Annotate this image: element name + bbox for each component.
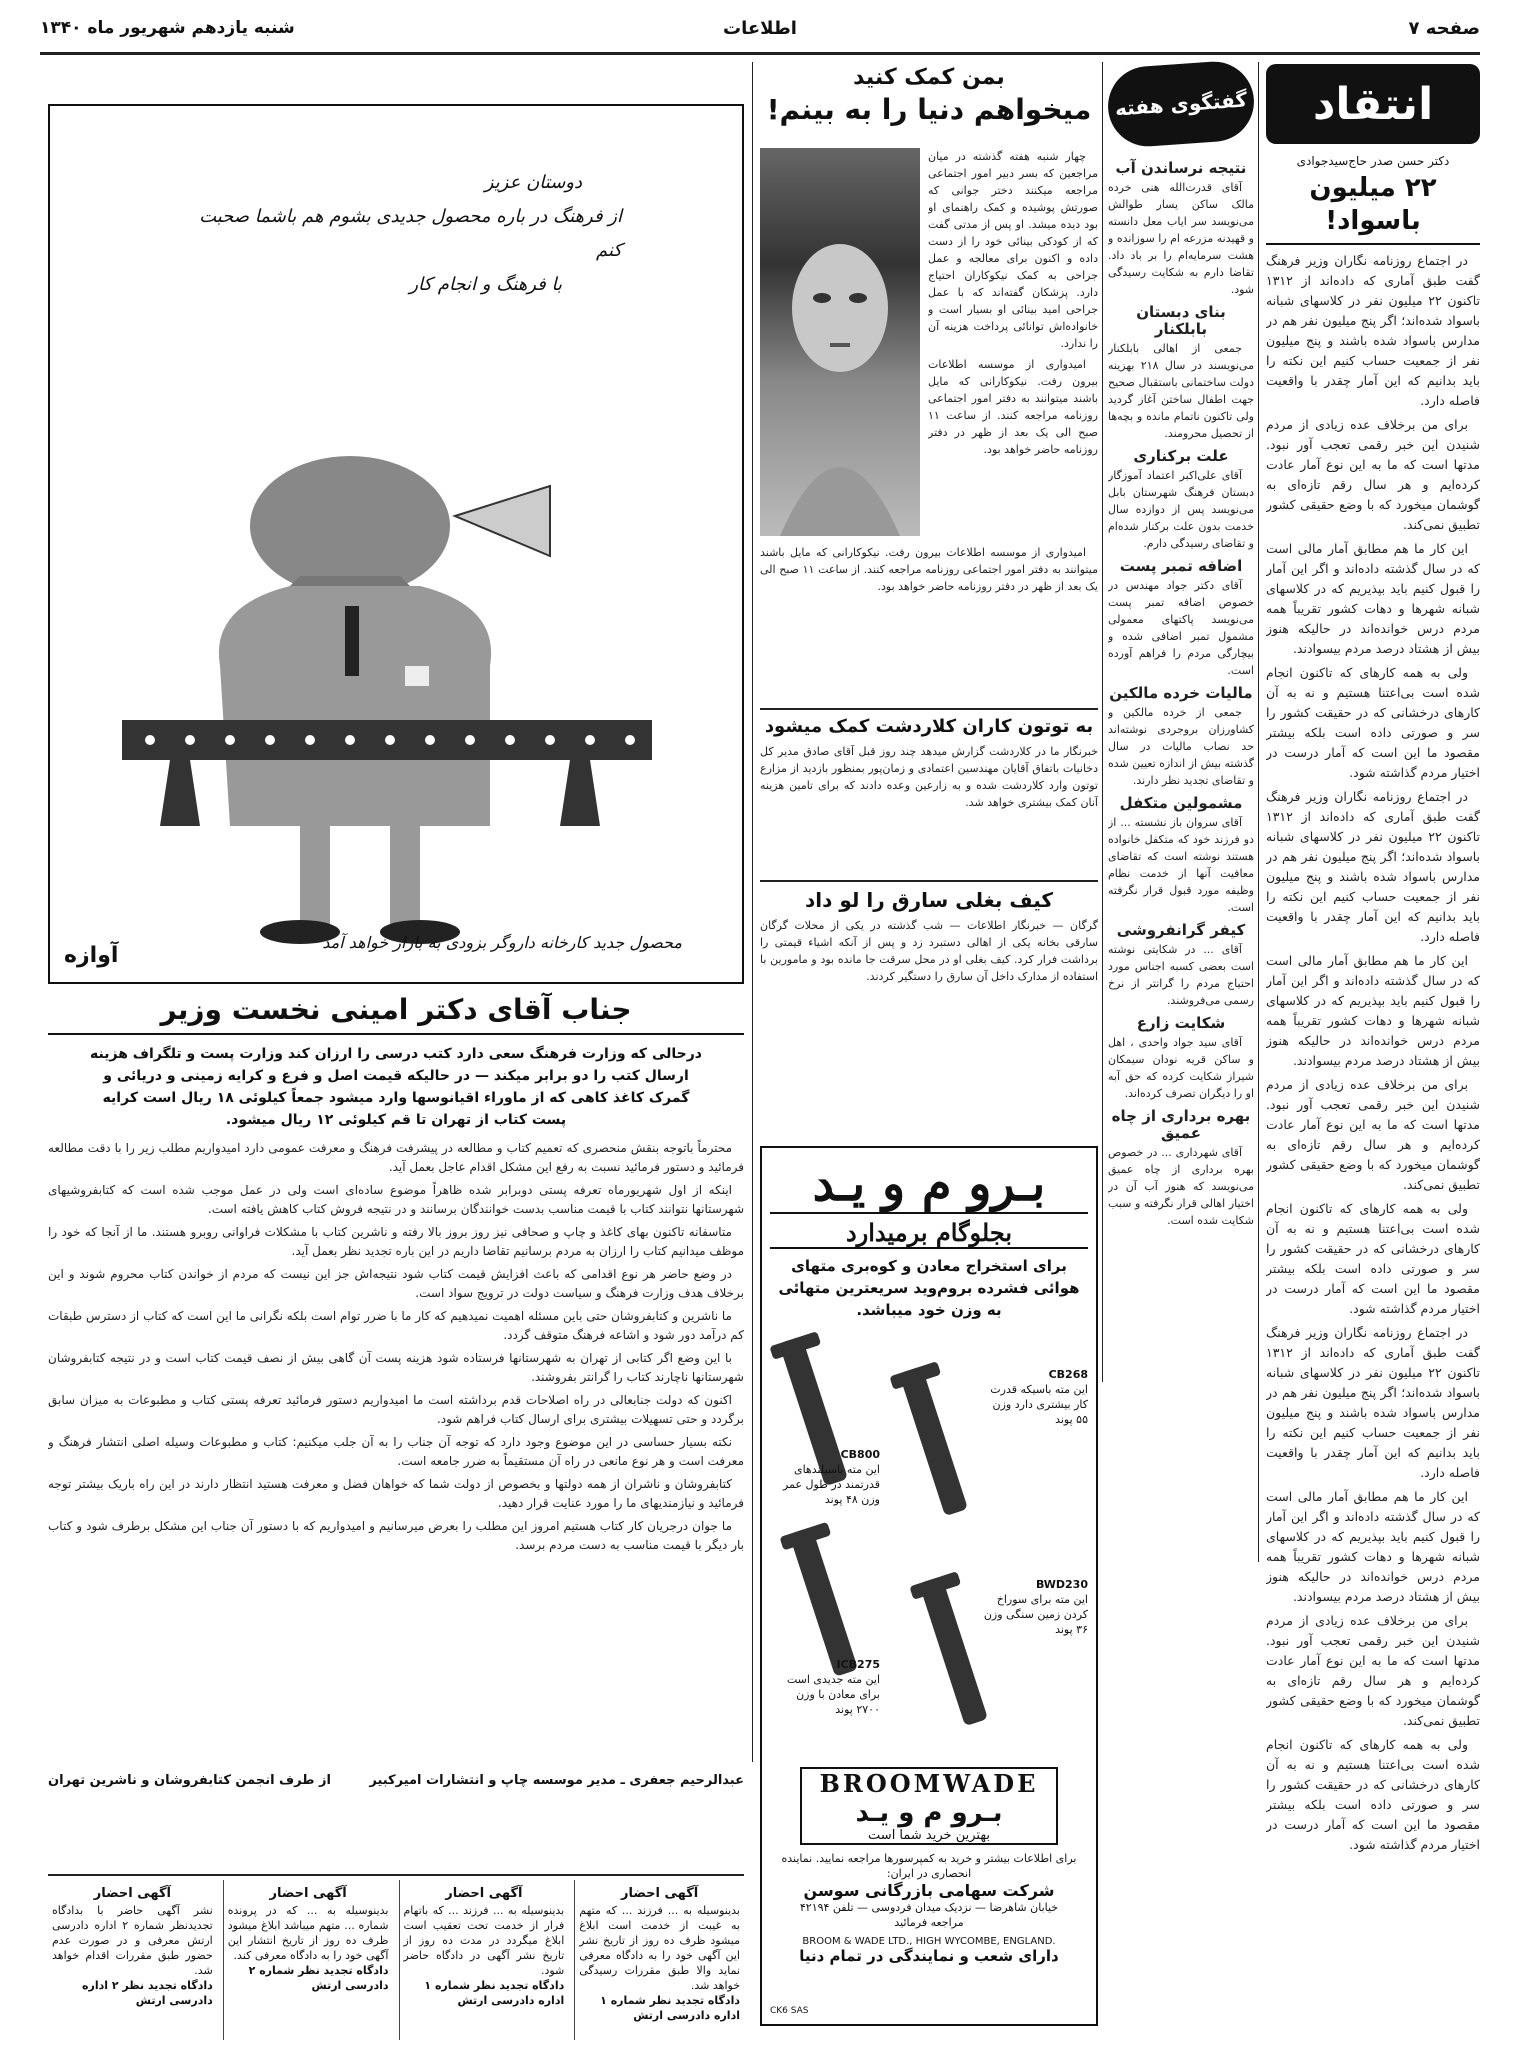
drill-code: BWD230 xyxy=(1035,1578,1088,1591)
broomwade-contact: مراجعه فرمائید xyxy=(894,1916,964,1929)
enteghad-column xyxy=(1266,64,1480,2044)
drill-model xyxy=(978,1367,1088,1427)
broomwade-footer: دارای شعب و نمایندگی در تمام دنیا xyxy=(799,1947,1059,1965)
enteghad-headline: ۲۲ میلیون باسواد! xyxy=(1266,172,1480,245)
thief-title: کیف بغلی سارق را لو داد xyxy=(805,888,1053,912)
article-subtitle: درحالی که وزارت فرهنگ سعی دارد کتب درسی را ارزان کند وزارت پست و تلگراف هزینه ارسال کتب را دو برابر میکند — در حالیکه قیمت اصل و فرع و کرایه زمینی و دریائی و گمرک کاغذ کاهی که از ماوراء اقیانوسها وارد میشود جمعاً کیلوئی ۱۸ ریال است کرایه پست کتاب از تهران تا قم کیلوئی ۱۲ ریال میشود. xyxy=(90,1046,702,1128)
paragraph: کتابفروشان و ناشران از همه دولتها و بخصوص از دولت شما که خواهان فضل و معرفت هستید انتظار دارند در این راه باریک بیشتر توجه فرمائید و نیازمندیهای ما را مورد عنایت قرار دهید. xyxy=(48,1477,744,1510)
drill-model xyxy=(770,1447,880,1507)
section-title: بنای دبستان بابلکنار xyxy=(1136,303,1226,338)
paper-name: اطلاعات xyxy=(723,18,797,39)
drill-desc: این مته باسیلندهای قدرتمند در طول عمر وزن ۴۸ پوند xyxy=(783,1463,880,1506)
notice-text: بدینوسیله به ... فرزند ... که متهم به غیبت از خدمت است ابلاغ میشود ظرف ده روز از تاریخ نشر این آگهی خود را به دادگاه معرفی نماید والا طبق مقررات رسیدگی خواهد شد. xyxy=(579,1904,740,1992)
broomwade-agent: شرکت سهامی بازرگانی سوسن xyxy=(803,1881,1055,1900)
note-line: با فرهنگ و انجام کار xyxy=(409,274,562,295)
drill-code: ICB275 xyxy=(836,1658,880,1671)
broomwade-company: BROOM & WADE LTD., HIGH WYCOMBE, ENGLAND. xyxy=(802,1936,1056,1947)
section-text: آقای شهرداری ... در خصوص بهره برداری از چاه عمیق می‌نویسد که هنوز آب آن در اختیار اهالی قرار نگرفته و سبب شکایت شده است. xyxy=(1108,1146,1254,1227)
notice-footer: دادگاه تجدید نظر شماره ۱ اداره دادرسی ارتش xyxy=(600,1994,740,2022)
drill-model xyxy=(978,1577,1088,1637)
drills-panel xyxy=(770,1327,1088,1767)
notice-text: نشر آگهی حاضر با بدادگاه تجدیدنظر شماره ۲ اداره دادرسی ارتش معرفی و در صورت عدم حضور طبق مقررات اقدام خواهد شد. xyxy=(52,1904,213,1977)
paragraph: محترماً باتوجه بنقش منحصری که تعمیم کتاب و مطالعه در پیشرفت فرهنگ و معرفت عمومی دارد امیدواریم مطلب زیر را با دقت مطالعه فرمائید و دستور فرمائید نسبت به رفع این مشکل اقدام عاجل بعمل آید. xyxy=(48,1141,744,1174)
paragraph: امیدواری از موسسه اطلاعات بیرون رفت. نیکوکارانی که مایل باشند میتوانند به دفتر امور اجتماعی روزنامه مراجعه کنند. از ساعت ۱۱ صبح الی یک بعد از ظهر در دفتر روزنامه حاضر خواهد بود. xyxy=(928,358,1098,456)
paragraph: متاسفانه تاکنون بهای کاغذ و چاپ و صحافی نیز روز بروز بالا رفته و ناشرین کتاب با مشکلات فراوانی روبرو هستند. ما از آنجا که خود را موظف میدانیم کتاب را ارزان به مردم برسانیم تقاضا داریم در این باره تجدید نظر بعمل آید. xyxy=(48,1225,744,1258)
notice xyxy=(574,1880,744,2040)
notice-title: آگهی احضار xyxy=(269,1886,347,1901)
broomwade-logo-box xyxy=(800,1767,1058,1845)
paragraph: در اجتماع روزنامه نگاران وزیر فرهنگ گفت طبق آماری که داده‌اند از ۱۳۱۲ تاکنون ۲۲ میلیون نفر در کلاسهای شبانه باسواد شده‌اند؛ اگر پنج میلیون نفر هم در مدارس باسواد شده باشند و پنج میلیون نفر از جمعیت حساب کنیم این نکته را باید بدانیم که این آمار چقدر با واقعیت فاصله دارد. xyxy=(1266,253,1480,408)
broomwade-logo-fa: بـرو م و یـد xyxy=(855,1798,1003,1828)
section-title: شکایت زارع xyxy=(1136,1014,1226,1032)
portrait-face-icon xyxy=(760,148,920,536)
article-title: جناب آقای دکتر امینی نخست وزیر xyxy=(48,992,744,1035)
paragraph: این کار ما هم مطابق آمار مالی است که در سال گذشته داده‌اند و اگر این آمار را قبول کنیم باید بپذیریم که در کلاسهای شبانه شهرها و دهات کشور تقریباً همه مردم درس خوانده‌اند در حالیکه هنوز بیش از هشتاد درصد مردم بیسوادند. xyxy=(1266,541,1480,656)
help-title-small: بمن کمک کنید xyxy=(853,65,1005,90)
notices-row xyxy=(48,1880,744,2040)
cartoon-illustration-icon xyxy=(50,106,746,986)
section-title: مالیات خرده مالکین xyxy=(1109,684,1253,702)
notice-title: آگهی احضار xyxy=(445,1886,523,1901)
drill-desc: این مته برای سوراخ کردن زمین سنگی وزن ۳۶ پوند xyxy=(983,1593,1088,1636)
goftogu-body xyxy=(1108,154,1254,2024)
enteghad-body xyxy=(1266,251,1480,2021)
notice xyxy=(399,1880,569,2040)
broomwade-ad xyxy=(760,1146,1098,2026)
broomwade-agent-intro: برای اطلاعات بیشتر و خرید به کمپرسورها مراجعه نمایید. نماینده انحصاری در ایران: xyxy=(781,1852,1077,1880)
notice xyxy=(223,1880,393,2040)
paragraph: امیدواری از موسسه اطلاعات بیرون رفت. نیکوکارانی که مایل باشند میتوانند به دفتر امور اجتماعی روزنامه مراجعه کنند. از ساعت ۱۱ صبح الی یک بعد از ظهر در دفتر روزنامه حاضر خواهد بود. xyxy=(760,546,1098,593)
section-text: آقای علی‌اکبر اعتماد آموزگار دبستان فرهنگ شهرستان بابل می‌نویسد پس از دوازده سال خدمت بدون علت برکنار شده‌ام و تقاضای رسیدگی دارم. xyxy=(1108,469,1254,550)
tobacco-news xyxy=(760,716,1098,876)
thief-body: گرگان — خبرنگار اطلاعات — شب گذشته در یکی از محلات گرگان سارقی بخانه یکی از اهالی دستبرد زد و پس از آنکه اشیاء قیمتی را برداشت فرار کرد. کیف بغلی او در محل سرقت جا مانده بود و مامورین با استفاده از مدارک داخل آن سارق را دستگیر کردند. xyxy=(760,919,1098,983)
signature-name: عبدالرحیم جعفری ـ مدیر موسسه چاپ و انتشارات امیرکبیر xyxy=(369,1773,744,1788)
section-title: اضافه تمبر پست xyxy=(1119,557,1243,575)
paragraph: ولی به همه کارهای که تاکنون انجام شده است بی‌اعتنا هستیم و نه به آن کارهای درخشانی که در حقیقت کشور را سر و صورتی داده است بلکه بیشتر مقصود ما این است که آمار درست در اختیار مردم گذاشته شود. xyxy=(1266,665,1480,780)
paragraph: اکنون که دولت جنابعالی در راه اصلاحات قدم برداشته است ما امیدواریم دستور فرمائید تعرفه پستی کتاب و مطبوعات به میزان سابق برگردد و حتی تسهیلات بیشتری برای ارسال کتاب فراهم شود. xyxy=(48,1393,744,1426)
section-text: آقای ... در شکایتی نوشته است بعضی کسبه اجناس مورد احتیاج مردم را گرانتر از نرخ رسمی می‌فروشند. xyxy=(1108,943,1254,1007)
broomwade-logo-en: BROOMWADE xyxy=(819,1769,1039,1798)
tobacco-body: خبرنگار ما در کلاردشت گزارش میدهد چند روز قبل آقای صادق مدیر کل دخانیات باتفاق آقایان مهندسین اعتمادی و زمان‌پور بمنظور بازدید از مزارع توتون وارد کلاردشت شده و به زارعین وعده دادند که برای تامین هزینه آنان کمک بیشتری خواهد شد. xyxy=(760,744,1098,809)
section-title: کیفر گرانفروشی xyxy=(1116,921,1246,939)
signature-org: از طرف انجمن کتابفروشان و ناشرین تهران xyxy=(48,1773,331,1788)
paragraph: در اجتماع روزنامه نگاران وزیر فرهنگ گفت طبق آماری که داده‌اند از ۱۳۱۲ تاکنون ۲۲ میلیون نفر در کلاسهای شبانه باسواد شده‌اند؛ اگر پنج میلیون نفر هم در مدارس باسواد شده باشند و پنج میلیون نفر از جمعیت حساب کنیم این نکته را باید بدانیم که این آمار چقدر با واقعیت فاصله دارد. xyxy=(1266,789,1480,944)
masthead xyxy=(40,12,1480,52)
broomwade-title: بـرو م و یـد xyxy=(770,1156,1088,1214)
masthead-rule xyxy=(40,52,1480,55)
enteghad-logo xyxy=(1266,64,1480,144)
section-text: آقای سید جواد واحدی ، اهل و ساکن قریه نودان سیمکان شیراز شکایت کرده که حق آبه او را دیگران تصرف کرده‌اند. xyxy=(1108,1036,1254,1100)
goftogu-logo xyxy=(1105,59,1256,149)
paragraph: ولی به همه کارهای که تاکنون انجام شده است بی‌اعتنا هستیم و نه به آن کارهای درخشانی که در حقیقت کشور را سر و صورتی داده است بلکه بیشتر مقصود ما این است که آمار درست در اختیار مردم گذاشته شود. xyxy=(1266,1737,1480,1852)
article-signature xyxy=(48,1773,744,1788)
goftogu-logo-text: گفتگوی هفته xyxy=(1114,87,1248,121)
paragraph: این کار ما هم مطابق آمار مالی است که در سال گذشته داده‌اند و اگر این آمار را قبول کنیم باید بپذیریم که در کلاسهای شبانه شهرها و دهات کشور تقریباً همه مردم درس خوانده‌اند در حالیکه هنوز بیش از هشتاد درصد مردم بیسوادند. xyxy=(1266,953,1480,1068)
paragraph: با این وضع اگر کتابی از تهران به شهرستانها فرستاده شود هزینه پست آن گاهی بیش از نصف قیمت کتاب است و در نتیجه کتابفروشان شهرستانها ناچارند کتاب را گرانتر بفروشند. xyxy=(48,1351,744,1384)
drill-code: CB800 xyxy=(840,1448,880,1461)
cartoon-caption: محصول جدید کارخانه داروگر بزودی به بازار خواهد آمد xyxy=(322,933,682,952)
help-body-bottom xyxy=(760,544,1098,694)
paragraph: این کار ما هم مطابق آمار مالی است که در سال گذشته داده‌اند و اگر این آمار را قبول کنیم باید بپذیریم که در کلاسهای شبانه شهرها و دهات کشور تقریباً همه مردم درس خوانده‌اند در حالیکه هنوز بیش از هشتاد درصد مردم بیسوادند. xyxy=(1266,1489,1480,1604)
paragraph: برای من برخلاف عده زیادی از مردم شنیدن این خبر رقمی تعجب آور نبود. مدتها است که ما به این نوع آمار عادت کرده‌ایم و هر سال رقم تازه‌ای به گوشمان میخورد که با وضع حقیقی کشور تطبیق نمی‌کند. xyxy=(1266,1077,1480,1192)
main-article xyxy=(48,992,744,1872)
page-number: صفحه ۷ xyxy=(1408,18,1480,39)
paragraph: ما جوان درجریان کار کتاب هستیم امروز این مطلب را بعرض میرسانیم و امیدواریم که با دستور آن جناب این مشکل برطرف شود و کتاب بار دیگر با قیمت مناسب به دست مردم برسد. xyxy=(48,1519,744,1552)
section-text: آقای قدرت‌الله هنی خرده مالک ساکن یسار طوالش می‌نویسد سر ایاب معل دانسته و قهیدنه مزرعه ام را سوزانده و هشت سرمایه‌ام را بر باد داد. تقاضا دارم به شکایت رسیدگی شود. xyxy=(1108,181,1254,296)
section-text: جمعی از خرده مالکین و کشاورزان بروجردی نوشته‌اند حد نصاب مالیات در سال گذشته بیش از اندازه تعیین شده و تقاضای تجدید نظر دارند. xyxy=(1108,706,1254,787)
section-rule xyxy=(760,708,1098,710)
drill-model xyxy=(770,1657,880,1717)
drill-code: CB268 xyxy=(1048,1368,1088,1381)
note-line: از فرهنگ در باره محصول جدیدی بشوم هم باشما صحبت کنم xyxy=(199,206,622,261)
thief-news xyxy=(760,888,1098,1138)
paragraph: ولی به همه کارهای که تاکنون انجام شده است بی‌اعتنا هستیم و نه به آن کارهای درخشانی که در حقیقت کشور را سر و صورتی داده است بلکه بیشتر مقصود ما این است که آمار درست در اختیار مردم گذاشته شود. xyxy=(1266,1201,1480,1316)
notice-title: آگهی احضار xyxy=(93,1886,172,1901)
note-line: دوستان عزیز xyxy=(484,172,582,193)
notice-text: بدینوسیله به ... فرزند ... که باتهام فرار از خدمت تحت تعقیب است ابلاغ میگردد در مدت ده روز از تاریخ نشر آگهی در دادگاه حاضر شود. xyxy=(403,1904,565,1977)
paragraph: اینکه از اول شهریورماه تعرفه پستی دوبرابر شده ظاهراً موضوع ساده‌ای است ولی در عمل موجب شده است که کتابفروشیهای شهرستانها نتوانند کتاب با قیمت مناسب بدست خوانندگان برسانند و در نتیجه فروش کتاب کاهش یافته است. xyxy=(48,1183,744,1216)
section-rule xyxy=(760,880,1098,882)
paragraph: نکته بسیار حساسی در این موضوع وجود دارد که توجه آن جناب را به آن جلب میکنیم: کتاب و مطبوعات وسیله اصلی انتشار فرهنگ و معرفت است و هر نوع مانعی در راه آن مستقیماً به ضرر جامعه است. xyxy=(48,1435,744,1468)
article-body xyxy=(48,1139,744,1769)
goftogu-column xyxy=(1108,64,1254,2044)
broomwade-subtitle: بجلوگام برمیدارد xyxy=(770,1218,1088,1249)
broomwade-address: خیابان شاهرضا — نزدیک میدان فردوسی — تلفن ۴۲۱۹۴ xyxy=(799,1901,1059,1914)
column-divider xyxy=(1102,62,1103,1382)
broomwade-slogan: بهترین خرید شما است xyxy=(868,1828,990,1843)
cartoon-signature: آوازه xyxy=(64,943,119,968)
section-text: جمعی از اهالی بابلکنار می‌نویسند در سال ۲۱۸ بهزینه دولت ساختمانی باستقبال صحیح جهت اطفال ساختن آغاز گردید ولی تاکنون ناتمام مانده و بچه‌ها از تحصیل محرومند. xyxy=(1108,342,1254,440)
author-byline: دکتر حسن صدر حاج‌سیدجوادی xyxy=(1296,154,1450,168)
paragraph: ما ناشرین و کتابفروشان حتی باین مسئله اهمیت نمیدهیم که کار ما با ضرر توام است بلکه نگرانی ما این است که کتاب از دسترس طبقات کم درآمد دور شود و اشاعه فرهنگ متوقف گردد. xyxy=(48,1309,744,1342)
notice-footer: دادگاه تجدید نظر ۲ اداره دادرسی ارتش xyxy=(82,1979,213,2007)
paragraph: در اجتماع روزنامه نگاران وزیر فرهنگ گفت طبق آماری که داده‌اند از ۱۳۱۲ تاکنون ۲۲ میلیون نفر در کلاسهای شبانه باسواد شده‌اند؛ اگر پنج میلیون نفر هم در مدارس باسواد شده باشند و پنج میلیون نفر از جمعیت حساب کنیم این نکته را باید بدانیم که این آمار چقدر با واقعیت فاصله دارد. xyxy=(1266,1325,1480,1480)
paragraph: برای من برخلاف عده زیادی از مردم شنیدن این خبر رقمی تعجب آور نبود. مدتها است که ما به این نوع آمار عادت کرده‌ایم و هر سال رقم تازه‌ای به گوشمان میخورد که با وضع حقیقی کشور تطبیق نمی‌کند. xyxy=(1266,1613,1480,1728)
paragraph: برای من برخلاف عده زیادی از مردم شنیدن این خبر رقمی تعجب آور نبود. مدتها است که ما به این نوع آمار عادت کرده‌ایم و هر سال رقم تازه‌ای به گوشمان میخورد که با وضع حقیقی کشور تطبیق نمی‌کند. xyxy=(1266,417,1480,532)
drill-desc: این مته جدیدی است برای معادن با وزن ۲۷۰۰ پوند xyxy=(786,1673,880,1716)
broomwade-code: CK6 SAS xyxy=(770,2006,809,2016)
section-rule xyxy=(48,1874,744,1876)
help-title-large: میخواهم دنیا را به بینم! xyxy=(766,92,1092,126)
broomwade-tagline: برای استخراج معادن و کوه‌بری متهای هوائی فشرده بروم‌وید سریعترین متهائی به وزن خود میباشد. xyxy=(778,1257,1080,1319)
drill-desc: این مته باسیکه قدرت کار بیشتری دارد وزن ۵۵ پوند xyxy=(990,1383,1088,1426)
section-text: آقای دکتر جواد مهندس در خصوص اضافه تمبر پست می‌نویسد پاکتهای معمولی مشمول تمبر اضافی شده و بیچارگی مردم را فراهم آورده است. xyxy=(1108,579,1254,677)
enteghad-logo-text: انتقاد xyxy=(1312,78,1434,130)
help-story xyxy=(760,64,1098,704)
help-body xyxy=(928,148,1098,548)
notice-footer: دادگاه تجدید نظر شماره ۲ دادرسی ارتش xyxy=(248,1964,389,1992)
notice-footer: دادگاه تجدید نظر شماره ۱ اداره دادرسی ارتش xyxy=(424,1979,565,2007)
paragraph: در وضع حاضر هر نوع اقدامی که باعث افزایش قیمت کتاب شود نتیجه‌اش جز این نیست که مردم از خواندن کتاب محروم شوند و این برخلاف هدف وزارت فرهنگ و سیاست دولت در ترویج سواد است. xyxy=(48,1267,744,1300)
column-divider xyxy=(752,62,753,1762)
notice-text: بدینوسیله به ... که در پرونده شماره ... متهم میباشد ابلاغ میشود ظرف ده روز از تاریخ انتشار این آگهی خود را به دادگاه معرفی کند. xyxy=(227,1904,389,1962)
portrait-photo xyxy=(760,148,920,536)
paragraph: چهار شنبه هفته گذشته در میان مراجعین که بسر دبیر امور اجتماعی مراجعه میکنند دختر جوانی که صورتش پوشیده و کمک راهنمای او بود دیده میشد. او پس از مدتی گفت که از کودکی بینائی خود را از دست داده و اکنون برای معالجه و عمل جراحی به کمک نیکوکاران احتیاج دارد. پزشکان گفته‌اند که با عمل جراحی امید بینائی او بسیار است و خانواده‌اش توانائی پرداخت هزینه آن را ندارد. xyxy=(928,150,1098,350)
section-title: نتیجه نرساندن آب xyxy=(1115,159,1247,177)
tobacco-title: به توتون کاران کلاردشت کمک میشود xyxy=(764,716,1094,737)
issue-date: شنبه یازدهم شهریور ماه ۱۳۴۰ xyxy=(40,18,295,38)
notice-title: آگهی احضار xyxy=(620,1886,699,1901)
section-title: مشمولین متکفل xyxy=(1119,794,1243,812)
cartoon-box xyxy=(48,104,744,984)
section-title: بهره برداری از چاه عمیق xyxy=(1111,1107,1251,1142)
section-text: آقای سروان باز نشسته ... از دو فرزند خود که متکفل خانواده هستند نوشته است که تقاضای معافیت آنها از خدمت نظام وظیفه مورد قبول قرار نگرفته است. xyxy=(1108,816,1254,914)
section-title: علت برکناری xyxy=(1133,447,1229,465)
notice xyxy=(48,1880,217,2040)
column-divider xyxy=(1258,62,1259,1562)
